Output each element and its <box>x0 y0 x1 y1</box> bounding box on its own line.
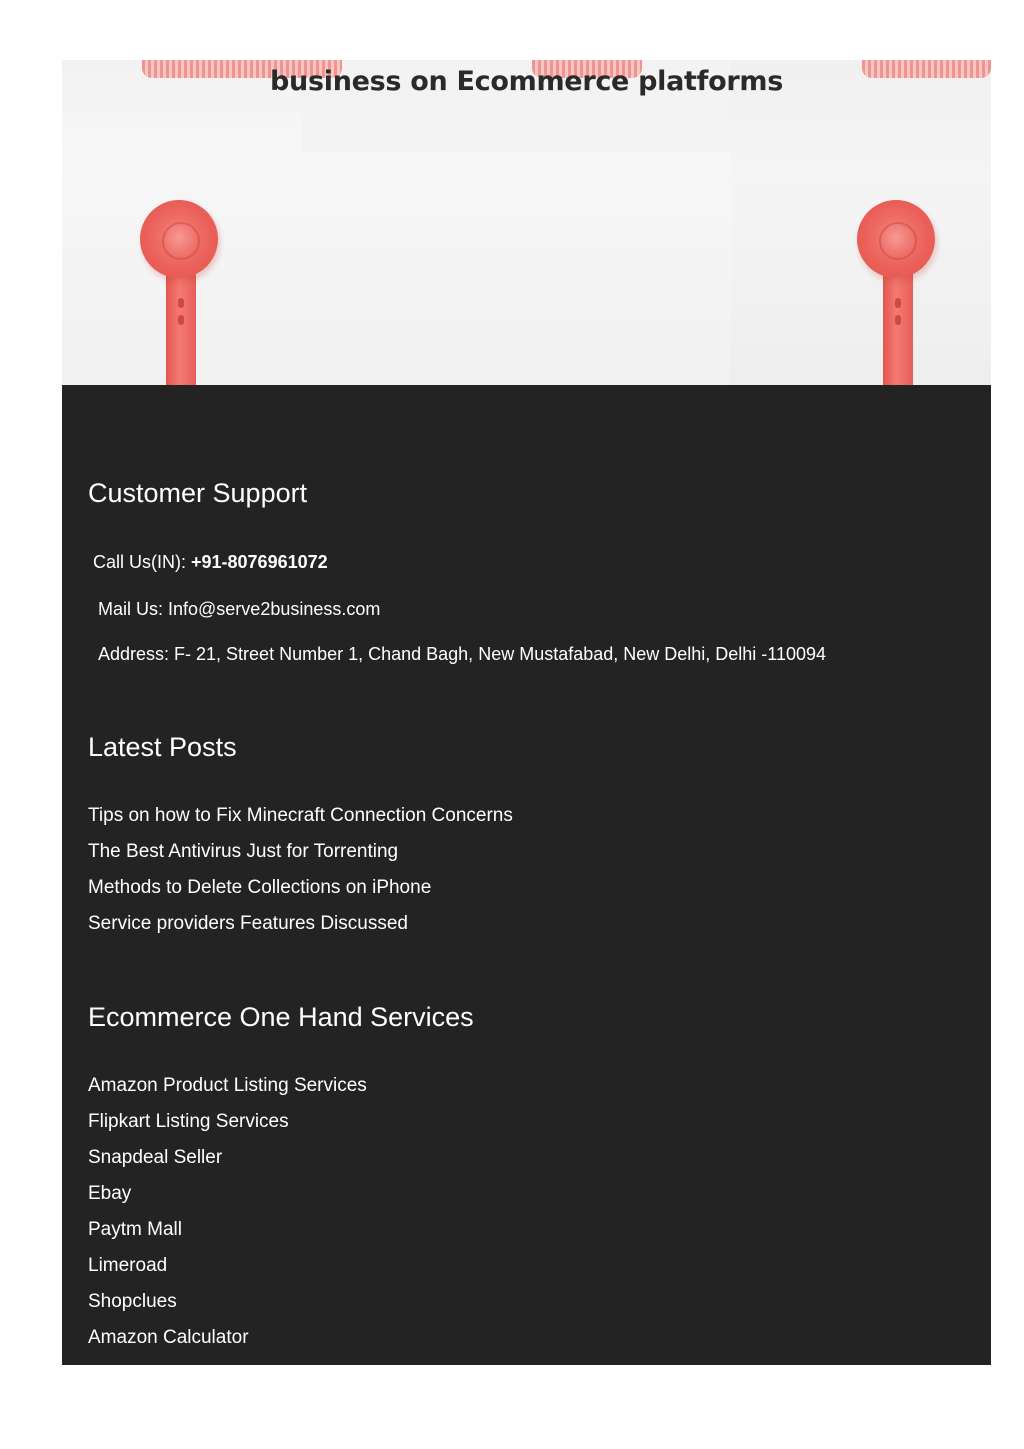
services-list <box>88 1068 367 1356</box>
latest-posts-heading: Latest Posts <box>88 732 237 762</box>
service-link-paytm-mall[interactable]: Paytm Mall <box>88 1219 182 1240</box>
service-link-flipkart-listing[interactable]: Flipkart Listing Services <box>88 1111 289 1132</box>
service-link-ebay[interactable]: Ebay <box>88 1183 132 1204</box>
service-link-amazon-listing[interactable]: Amazon Product Listing Services <box>88 1075 367 1096</box>
phone-number-link[interactable]: +91-8076961072 <box>191 552 328 572</box>
latest-post-link[interactable]: Methods to Delete Collections on iPhone <box>88 877 432 898</box>
service-link-shopclues[interactable]: Shopclues <box>88 1291 177 1312</box>
site-footer <box>62 385 991 1365</box>
call-us-line <box>93 552 328 573</box>
call-us-label: Call Us(IN): <box>93 552 191 572</box>
latest-post-link[interactable]: Tips on how to Fix Minecraft Connection Concerns <box>88 805 513 826</box>
mail-us-line[interactable]: Mail Us: Info@serve2business.com <box>98 599 381 619</box>
latest-posts-list <box>88 798 513 942</box>
hero-title: business on Ecommerce platforms <box>270 66 783 97</box>
services-heading: Ecommerce One Hand Services <box>88 1002 474 1032</box>
service-link-limeroad[interactable]: Limeroad <box>88 1255 168 1276</box>
page <box>62 60 991 1365</box>
latest-post-link[interactable]: The Best Antivirus Just for Torrenting <box>88 841 399 862</box>
latest-post-link[interactable]: Service providers Features Discussed <box>88 913 408 934</box>
hero-banner <box>62 60 991 385</box>
service-link-amazon-calculator[interactable]: Amazon Calculator <box>88 1327 249 1348</box>
service-link-snapdeal[interactable]: Snapdeal Seller <box>88 1147 223 1168</box>
address-line: Address: F- 21, Street Number 1, Chand Bagh, New Mustafabad, New Delhi, Delhi -110094 <box>98 644 827 664</box>
customer-support-heading: Customer Support <box>88 478 308 508</box>
